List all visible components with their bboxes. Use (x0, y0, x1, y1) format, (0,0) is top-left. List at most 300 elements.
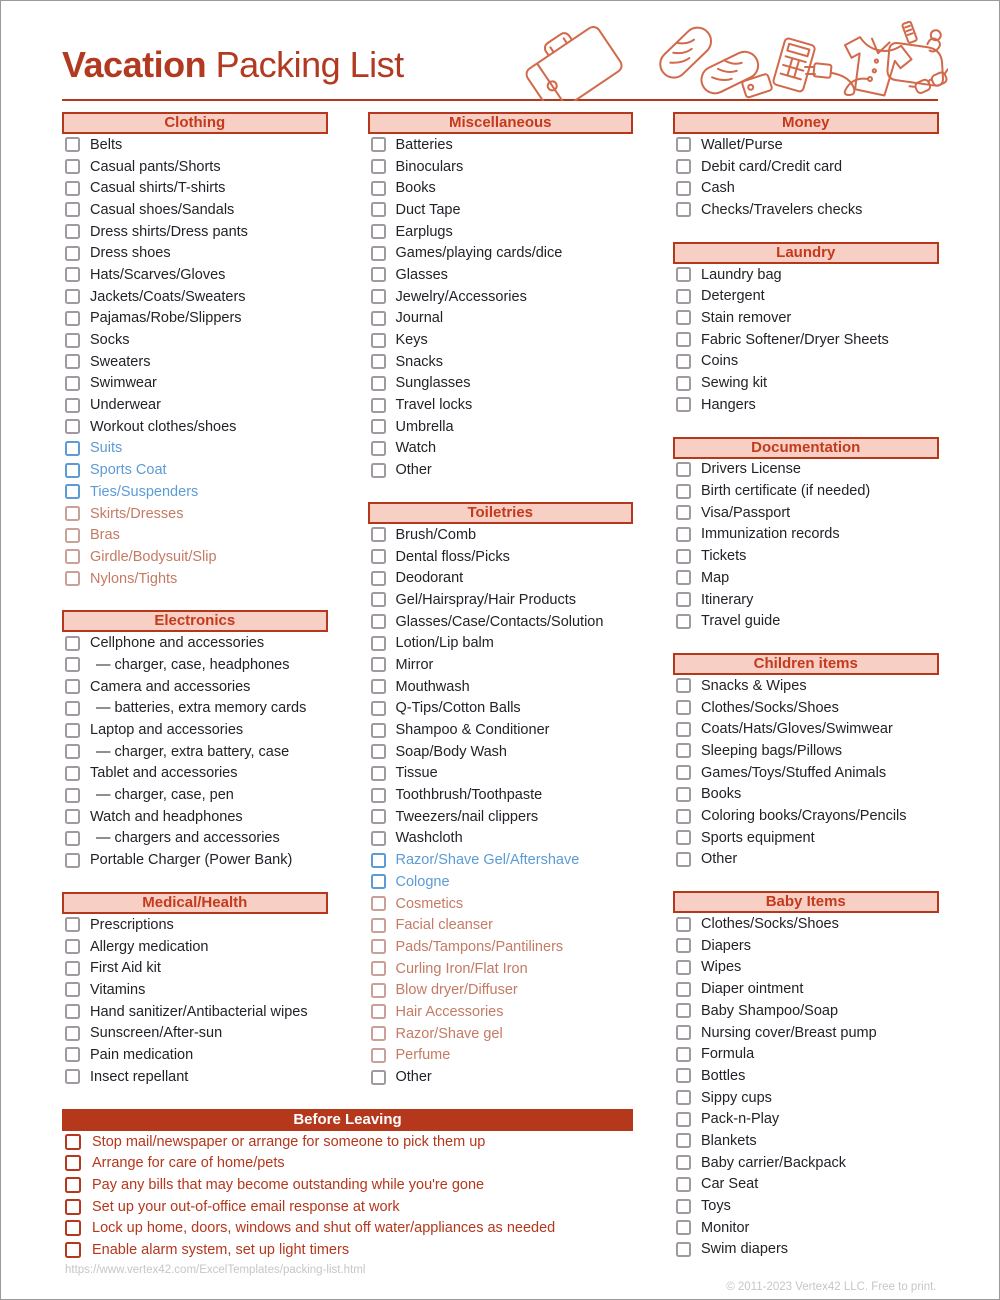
checklist-item (368, 524, 634, 546)
checkbox[interactable] (65, 376, 80, 391)
checkbox[interactable] (371, 1048, 386, 1063)
section-title-money: Money (673, 112, 939, 134)
checkbox[interactable] (676, 267, 691, 282)
checkbox[interactable] (65, 549, 80, 564)
item-label: Birth certificate (if needed) (701, 483, 871, 500)
checklist-item (368, 286, 634, 308)
checkbox[interactable] (65, 636, 80, 651)
item-label: Workout clothes/shoes (90, 418, 237, 435)
item-label: Itinerary (701, 591, 754, 608)
checklist-item (673, 1152, 939, 1174)
checklist-item (368, 979, 634, 1001)
section-laundry (673, 242, 939, 416)
checkbox[interactable] (65, 679, 80, 694)
item-label: Dress shoes (90, 245, 171, 262)
checkbox[interactable] (65, 701, 80, 716)
checkbox[interactable] (676, 310, 691, 325)
checkbox[interactable] (65, 528, 80, 543)
checklist-item (62, 221, 328, 243)
item-label: Girdle/Bodysuit/Slip (90, 548, 217, 565)
checkbox[interactable] (676, 1242, 691, 1257)
checklist-item (62, 481, 328, 503)
checkbox[interactable] (371, 983, 386, 998)
checkbox[interactable] (676, 1199, 691, 1214)
checklist-item (62, 177, 328, 199)
item-label: Camera and accessories (90, 678, 251, 695)
checkbox[interactable] (65, 463, 80, 478)
item-label: Prescriptions (90, 916, 174, 933)
checkbox[interactable] (65, 441, 80, 456)
checkbox[interactable] (371, 137, 386, 152)
checkbox[interactable] (65, 939, 80, 954)
item-label: Binoculars (395, 158, 464, 175)
item-label: Q-Tips/Cotton Balls (395, 700, 521, 717)
section-title-clothing: Clothing (62, 112, 328, 134)
checklist-item (673, 480, 939, 502)
checkbox[interactable] (676, 527, 691, 542)
checklist-item (62, 828, 328, 850)
checkbox[interactable] (65, 831, 80, 846)
checklist-item (62, 1066, 328, 1088)
checklist-item (673, 675, 939, 697)
checkbox[interactable] (371, 918, 386, 933)
item-label: Sunscreen/After-sun (90, 1025, 223, 1042)
checkbox[interactable] (65, 744, 80, 759)
checkbox[interactable] (65, 1134, 81, 1150)
checkbox[interactable] (65, 311, 80, 326)
checkbox[interactable] (371, 354, 386, 369)
checkbox[interactable] (676, 137, 691, 152)
item-label: Snacks (395, 353, 444, 370)
item-label: Cellphone and accessories (90, 635, 265, 652)
checkbox[interactable] (371, 463, 386, 478)
item-label: Vitamins (90, 981, 146, 998)
checkbox[interactable] (371, 939, 386, 954)
checklist-item (368, 784, 634, 806)
checkbox[interactable] (676, 1025, 691, 1040)
checklist-item (673, 740, 939, 762)
checkbox[interactable] (676, 1003, 691, 1018)
checklist-item (368, 264, 634, 286)
item-label: Detergent (701, 288, 765, 305)
checkbox[interactable] (371, 766, 386, 781)
checkbox[interactable] (65, 1199, 81, 1215)
checkbox[interactable] (65, 224, 80, 239)
item-label: Keys (395, 332, 428, 349)
checklist-item (62, 1022, 328, 1044)
item-label: Pain medication (90, 1046, 194, 1063)
checklist-item (368, 242, 634, 264)
checkbox[interactable] (676, 809, 691, 824)
checkbox[interactable] (371, 809, 386, 824)
item-label: Tickets (701, 548, 747, 565)
checkbox[interactable] (676, 376, 691, 391)
checkbox[interactable] (676, 743, 691, 758)
checkbox[interactable] (676, 462, 691, 477)
checklist-item (62, 957, 328, 979)
checkbox[interactable] (371, 636, 386, 651)
checkbox[interactable] (371, 744, 386, 759)
checklist-item (368, 438, 634, 460)
item-label: Blow dryer/Diffuser (395, 982, 518, 999)
checklist-item (62, 286, 328, 308)
checklist-item (62, 416, 328, 438)
item-label: Sports Coat (90, 462, 167, 479)
item-label: — charger, case, pen (96, 787, 234, 804)
checklist-item (368, 134, 634, 156)
checkbox[interactable] (371, 657, 386, 672)
checkbox[interactable] (65, 809, 80, 824)
item-label: Diapers (701, 937, 751, 954)
item-label: Blankets (701, 1132, 757, 1149)
checkbox[interactable] (65, 1220, 81, 1236)
item-label: Belts (90, 136, 123, 153)
checkbox[interactable] (371, 614, 386, 629)
checkbox[interactable] (65, 289, 80, 304)
item-label: Drivers License (701, 461, 801, 478)
checklist-item (673, 718, 939, 740)
checklist-item (673, 459, 939, 481)
checkbox[interactable] (676, 938, 691, 953)
checkbox[interactable] (371, 376, 386, 391)
item-label: Coloring books/Crayons/Pencils (701, 808, 907, 825)
item-label: Bras (90, 527, 120, 544)
checkbox[interactable] (676, 982, 691, 997)
item-label: Nylons/Tights (90, 570, 178, 587)
item-label: — batteries, extra memory cards (96, 700, 307, 717)
item-label: Snacks & Wipes (701, 677, 807, 694)
checkbox[interactable] (371, 1026, 386, 1041)
item-label: Deodorant (395, 570, 464, 587)
checkbox[interactable] (676, 505, 691, 520)
checkbox[interactable] (676, 960, 691, 975)
item-label: Umbrella (395, 418, 454, 435)
checkbox[interactable] (676, 765, 691, 780)
checklist-item (368, 308, 634, 330)
item-label: Baby carrier/Backpack (701, 1154, 847, 1171)
item-label: Stain remover (701, 309, 792, 326)
checklist-item (673, 913, 939, 935)
checkbox[interactable] (65, 202, 80, 217)
item-label: Hair Accessories (395, 1003, 504, 1020)
checkbox[interactable] (371, 571, 386, 586)
checkbox[interactable] (371, 961, 386, 976)
checkbox[interactable] (676, 1047, 691, 1062)
checklist-item (368, 698, 634, 720)
checkbox[interactable] (65, 1047, 80, 1062)
checkbox[interactable] (65, 419, 80, 434)
item-label: Swimwear (90, 375, 157, 392)
checklist-item (62, 784, 328, 806)
item-label: Portable Charger (Power Bank) (90, 852, 293, 869)
checklist-item (62, 1131, 633, 1153)
checklist-item (62, 1001, 328, 1023)
item-label: Debit card/Credit card (701, 158, 843, 175)
checkbox[interactable] (676, 1177, 691, 1192)
checklist-item (62, 546, 328, 568)
checkbox[interactable] (65, 766, 80, 781)
checklist-item (673, 935, 939, 957)
checkbox[interactable] (65, 961, 80, 976)
checklist-item (673, 372, 939, 394)
checkbox[interactable] (371, 592, 386, 607)
checklist-item (673, 1108, 939, 1130)
checkbox[interactable] (676, 830, 691, 845)
checkbox[interactable] (371, 181, 386, 196)
checklist-item (673, 827, 939, 849)
section-miscellaneous (368, 112, 634, 481)
checkbox[interactable] (65, 1004, 80, 1019)
checkbox[interactable] (676, 159, 691, 174)
checklist-item (673, 805, 939, 827)
item-label: Baby Shampoo/Soap (701, 1002, 839, 1019)
item-label: Laptop and accessories (90, 722, 244, 739)
item-label: Sweaters (90, 353, 151, 370)
item-label: Lotion/Lip balm (395, 635, 494, 652)
item-label: Enable alarm system, set up light timers (92, 1242, 350, 1259)
checklist-item (673, 567, 939, 589)
checkbox[interactable] (65, 181, 80, 196)
checkbox[interactable] (65, 917, 80, 932)
checklist-item (62, 1174, 633, 1196)
checkbox[interactable] (371, 1004, 386, 1019)
section-title-miscellaneous: Miscellaneous (368, 112, 634, 134)
checkbox[interactable] (65, 1069, 80, 1084)
checklist-item (673, 849, 939, 871)
checkbox[interactable] (676, 289, 691, 304)
columns-1-2 (62, 112, 633, 1109)
checkbox[interactable] (65, 723, 80, 738)
checklist-item (673, 697, 939, 719)
checkbox[interactable] (371, 853, 386, 868)
checkbox[interactable] (65, 246, 80, 261)
checklist-item (673, 762, 939, 784)
checkbox[interactable] (676, 1090, 691, 1105)
item-label: Swim diapers (701, 1241, 789, 1258)
checkbox[interactable] (371, 311, 386, 326)
item-label: Gel/Hairspray/Hair Products (395, 591, 576, 608)
item-label: Glasses/Case/Contacts/Solution (395, 613, 604, 630)
checkbox[interactable] (371, 159, 386, 174)
content-columns (1, 101, 999, 1293)
item-label: Suits (90, 440, 123, 457)
checklist-item (62, 676, 328, 698)
item-label: Casual shoes/Sandals (90, 201, 235, 218)
checkbox[interactable] (371, 267, 386, 282)
checkbox[interactable] (676, 700, 691, 715)
item-label: Other (395, 1069, 432, 1086)
checklist-item (673, 1239, 939, 1261)
item-label: Tweezers/nail clippers (395, 808, 539, 825)
checkbox[interactable] (371, 679, 386, 694)
checkbox[interactable] (65, 484, 80, 499)
item-label: Earplugs (395, 223, 453, 240)
checkbox[interactable] (676, 397, 691, 412)
checkbox[interactable] (371, 874, 386, 889)
checkbox[interactable] (676, 1220, 691, 1235)
checklist-item (62, 503, 328, 525)
page-title-regular: Packing List (215, 44, 404, 85)
before-leaving-container (62, 1109, 633, 1261)
item-label: Visa/Passport (701, 504, 791, 521)
item-label: Formula (701, 1046, 755, 1063)
suitcase-icon (518, 15, 624, 101)
checklist-item (62, 329, 328, 351)
checkbox[interactable] (65, 267, 80, 282)
checkbox[interactable] (371, 527, 386, 542)
checklist-item (62, 849, 328, 871)
checkbox[interactable] (371, 549, 386, 564)
item-label: Cash (701, 180, 735, 197)
checkbox[interactable] (371, 788, 386, 803)
item-label: Sports equipment (701, 829, 815, 846)
item-label: Toothbrush/Toothpaste (395, 787, 543, 804)
checklist-item (368, 351, 634, 373)
item-label: Pay any bills that may become outstanding while you're gone (92, 1177, 485, 1194)
checkbox[interactable] (676, 852, 691, 867)
item-label: Underwear (90, 397, 161, 414)
checkbox[interactable] (676, 1068, 691, 1083)
left-column-group (62, 112, 633, 1293)
item-label: Checks/Travelers checks (701, 201, 863, 218)
checklist-item (673, 1000, 939, 1022)
checkbox[interactable] (65, 137, 80, 152)
checklist-item (673, 1065, 939, 1087)
item-label: Games/playing cards/dice (395, 245, 563, 262)
checkbox[interactable] (676, 917, 691, 932)
item-label: Hand sanitizer/Antibacterial wipes (90, 1003, 308, 1020)
item-label: Curling Iron/Flat Iron (395, 960, 528, 977)
checkbox[interactable] (676, 484, 691, 499)
item-label: Wallet/Purse (701, 136, 783, 153)
checkbox[interactable] (65, 1026, 80, 1041)
checklist-item (673, 589, 939, 611)
checkbox[interactable] (371, 896, 386, 911)
checkbox[interactable] (371, 701, 386, 716)
checklist-item (368, 763, 634, 785)
item-label: Allergy medication (90, 938, 209, 955)
item-label: Hats/Scarves/Gloves (90, 266, 226, 283)
checkbox[interactable] (65, 398, 80, 413)
item-label: Pads/Tampons/Pantiliners (395, 938, 564, 955)
checkbox[interactable] (676, 332, 691, 347)
item-label: Lock up home, doors, windows and shut off water/appliances as needed (92, 1220, 556, 1237)
checkbox[interactable] (371, 831, 386, 846)
checkbox[interactable] (65, 333, 80, 348)
checkbox[interactable] (676, 1133, 691, 1148)
checkbox[interactable] (65, 354, 80, 369)
checkbox[interactable] (371, 246, 386, 261)
item-label: Skirts/Dresses (90, 505, 184, 522)
checklist-item (62, 373, 328, 395)
checklist-item (368, 849, 634, 871)
item-label: Razor/Shave Gel/Aftershave (395, 852, 580, 869)
item-label: Shampoo & Conditioner (395, 722, 550, 739)
checklist-item (62, 914, 328, 936)
checkbox[interactable] (676, 614, 691, 629)
item-label: Coins (701, 353, 739, 370)
section-title-baby-items: Baby Items (673, 891, 939, 913)
toiletry-bag-icon (885, 19, 948, 87)
checkbox[interactable] (371, 224, 386, 239)
checklist-item (673, 329, 939, 351)
section-toiletries (368, 502, 634, 1088)
checklist-item (673, 1217, 939, 1239)
checklist-item (368, 914, 634, 936)
checklist-item (62, 936, 328, 958)
checkbox[interactable] (65, 1155, 81, 1171)
checklist-item (62, 308, 328, 330)
checklist-item (368, 589, 634, 611)
item-label: Books (395, 180, 436, 197)
checkbox[interactable] (676, 202, 691, 217)
item-label: Nursing cover/Breast pump (701, 1024, 877, 1041)
checkbox[interactable] (371, 441, 386, 456)
checkbox[interactable] (371, 333, 386, 348)
checkbox[interactable] (676, 1155, 691, 1170)
checklist-item (368, 1045, 634, 1067)
right-column-group (673, 112, 939, 1293)
checkbox[interactable] (371, 202, 386, 217)
checkbox[interactable] (371, 419, 386, 434)
checkbox[interactable] (65, 788, 80, 803)
checkbox[interactable] (676, 570, 691, 585)
checkbox[interactable] (676, 549, 691, 564)
checkbox[interactable] (65, 657, 80, 672)
item-label: Jackets/Coats/Sweaters (90, 288, 246, 305)
checkbox[interactable] (371, 723, 386, 738)
checklist-item (368, 373, 634, 395)
checklist-item (673, 1174, 939, 1196)
checkbox[interactable] (65, 1177, 81, 1193)
checklist-item (62, 1239, 633, 1261)
checkbox[interactable] (371, 289, 386, 304)
checkbox[interactable] (65, 571, 80, 586)
checkbox[interactable] (65, 1242, 81, 1258)
item-label: Washcloth (395, 830, 463, 847)
item-label: Cologne (395, 873, 450, 890)
checkbox[interactable] (676, 722, 691, 737)
item-label: Journal (395, 310, 444, 327)
checkbox[interactable] (65, 159, 80, 174)
checkbox[interactable] (371, 398, 386, 413)
item-label: Pajamas/Robe/Slippers (90, 310, 242, 327)
item-label: Travel locks (395, 397, 473, 414)
checkbox[interactable] (676, 678, 691, 693)
checkbox[interactable] (65, 853, 80, 868)
checkbox[interactable] (65, 506, 80, 521)
checkbox[interactable] (676, 787, 691, 802)
checklist-item (62, 1196, 633, 1218)
checkbox[interactable] (65, 982, 80, 997)
section-clothing (62, 112, 328, 589)
checkbox[interactable] (676, 592, 691, 607)
item-label: Hangers (701, 396, 756, 413)
checklist-item (673, 199, 939, 221)
checkbox[interactable] (676, 181, 691, 196)
checkbox[interactable] (676, 354, 691, 369)
checkbox[interactable] (371, 1070, 386, 1085)
item-label: Brush/Comb (395, 526, 477, 543)
section-medical-health (62, 892, 328, 1088)
checklist-item (368, 936, 634, 958)
checkbox[interactable] (676, 1112, 691, 1127)
item-label: Fabric Softener/Dryer Sheets (701, 331, 889, 348)
item-label: Tablet and accessories (90, 765, 238, 782)
section-title-before-leaving: Before Leaving (62, 1109, 633, 1131)
item-label: Glasses (395, 266, 448, 283)
item-label: Map (701, 569, 730, 586)
